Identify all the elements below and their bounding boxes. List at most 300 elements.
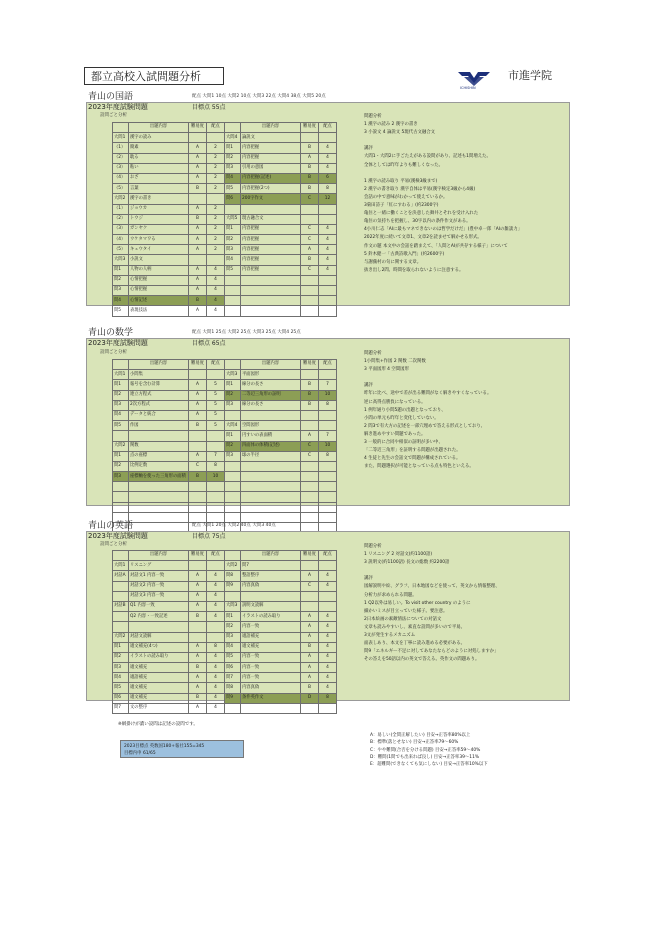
row-label: 問4 (225, 642, 241, 652)
row-content: 内容把握(記述) (241, 173, 301, 183)
table-row (113, 163, 225, 173)
table-row (225, 512, 337, 522)
row-content: 簡素 (129, 143, 189, 153)
table-row (113, 652, 225, 662)
row-label: 問3 (225, 400, 241, 410)
row-label: 問5 (225, 184, 241, 194)
row-difficulty: A (189, 601, 207, 611)
row-content: 論説文 (241, 133, 301, 143)
row-points (319, 214, 337, 224)
row-label: 問2 (225, 390, 241, 400)
row-content (241, 591, 301, 601)
table-row (113, 561, 225, 571)
row-difficulty (301, 502, 319, 512)
row-label: 問6 (225, 663, 241, 673)
row-difficulty: B (301, 642, 319, 652)
row-points: 2 (207, 245, 225, 255)
table-row (113, 370, 225, 380)
row-content: 2次方程式 (129, 400, 189, 410)
row-label: 問6 (225, 194, 241, 204)
legend-e: E：超難問(できなくても気にしない) 目安→正答率10%以下 (370, 762, 488, 768)
table-row (225, 296, 337, 306)
note-line (364, 567, 500, 575)
row-difficulty: C (301, 265, 319, 275)
table-row (225, 461, 337, 471)
row-difficulty (301, 512, 319, 522)
table-row (225, 632, 337, 642)
row-points: 4 (207, 265, 225, 275)
table-row (225, 380, 337, 390)
table-row (113, 194, 225, 204)
row-content (241, 286, 301, 296)
table-row (113, 492, 225, 502)
row-difficulty: B (301, 380, 319, 390)
legend-b: B：標準(落とせない) 目安→正答率79〜60% (370, 740, 459, 746)
row-label: （5） (113, 245, 129, 255)
table-row (113, 482, 225, 492)
table-row (113, 642, 225, 652)
table-row (225, 561, 337, 571)
row-label: 問3 (113, 472, 129, 482)
row-points: 7 (319, 380, 337, 390)
table-row (225, 133, 337, 143)
table-row (225, 410, 337, 420)
table-row (225, 642, 337, 652)
table-row (225, 214, 337, 224)
row-label: 大問3 (113, 255, 129, 265)
header-blank (225, 551, 241, 561)
row-content: 座標軸を使った三角形の面積 (129, 472, 189, 482)
row-points: 4 (319, 612, 337, 622)
column-header: 出題内容 (129, 123, 189, 133)
row-difficulty (301, 214, 319, 224)
note-line: 作文の題 本文中の会話を踏まえて、「人間とAIが共存する様子」について (364, 243, 508, 249)
row-difficulty: B (189, 663, 207, 673)
row-content: 対話文読解 (129, 632, 189, 642)
table-row (113, 390, 225, 400)
row-label: 問7 (113, 703, 129, 713)
row-points: 4 (207, 693, 225, 703)
table-row (225, 703, 337, 713)
math-target: 目標点 65点 (192, 340, 226, 347)
table-row (113, 133, 225, 143)
table-row (225, 265, 337, 275)
row-content (129, 482, 189, 492)
row-difficulty: A (189, 235, 207, 245)
english-points: 配点 大問1 20点 大問2 40点 大問3 40点 (192, 523, 276, 528)
table-row (113, 601, 225, 611)
row-points: 4 (319, 265, 337, 275)
row-difficulty (301, 601, 319, 611)
ichishin-logo (456, 68, 492, 90)
english-per-question: 設問ごと分析 (100, 542, 127, 547)
row-points (207, 622, 225, 632)
row-content: 適語補充 (241, 632, 301, 642)
row-points (207, 255, 225, 265)
legend-c: C：やや難問(合否を分ける問題) 目安→正答率59〜40% (370, 747, 481, 753)
row-points: 4 (319, 224, 337, 234)
row-difficulty: A (189, 153, 207, 163)
column-header: 難易度 (189, 123, 207, 133)
row-difficulty: A (301, 632, 319, 642)
row-difficulty: C (301, 224, 319, 234)
row-label: 大問1 (113, 133, 129, 143)
row-content: 表現技法 (129, 306, 189, 316)
row-label: 問1 (113, 265, 129, 275)
table-row (225, 683, 337, 693)
row-content: 内容把握 (241, 265, 301, 275)
note-line (364, 170, 522, 178)
row-label: 問1 (113, 380, 129, 390)
row-label: 問5 (225, 652, 241, 662)
note-line: 講評 (364, 576, 373, 582)
row-points: 4 (207, 275, 225, 285)
row-difficulty (301, 370, 319, 380)
table-row (225, 421, 337, 431)
row-content: 連立方程式 (129, 390, 189, 400)
note-line: また、問題選択が可能となっている点も特色といえる。 (364, 464, 474, 470)
row-difficulty (301, 461, 319, 471)
row-points: 2 (207, 143, 225, 153)
row-content: ウケタマワる (129, 235, 189, 245)
row-label: （3） (113, 224, 129, 234)
row-label: 問6 (113, 693, 129, 703)
row-label: 問1 (225, 431, 241, 441)
row-points (207, 431, 225, 441)
column-header: 出題内容 (129, 360, 189, 370)
row-difficulty (189, 632, 207, 642)
table-row (113, 622, 225, 632)
row-content (129, 512, 189, 522)
row-content (241, 275, 301, 285)
japanese-per-question: 設問ごと分析 (100, 113, 127, 118)
footnote: ※網掛けが濃い設問は記述の設問です。 (118, 722, 198, 727)
row-points: 4 (207, 581, 225, 591)
row-content: イラストの読み取り (241, 612, 301, 622)
row-content: 内容把握 (241, 255, 301, 265)
header-blank (113, 360, 129, 370)
row-points: 4 (319, 673, 337, 683)
row-label: （5） (113, 184, 129, 194)
row-points (319, 561, 337, 571)
row-label: （4） (113, 173, 129, 183)
row-content (241, 472, 301, 482)
row-points: 4 (319, 153, 337, 163)
row-points: 4 (319, 663, 337, 673)
row-difficulty: A (189, 306, 207, 316)
row-points (319, 296, 337, 306)
math-per-question: 設問ごと分析 (100, 350, 127, 355)
row-content: 心情記述 (129, 296, 189, 306)
row-content: トウジ (129, 214, 189, 224)
row-points: 8 (207, 461, 225, 471)
japanese-analysis-notes (364, 113, 522, 275)
row-difficulty: A (189, 642, 207, 652)
row-points: 2 (207, 235, 225, 245)
row-points: 10 (207, 472, 225, 482)
row-difficulty: A (189, 571, 207, 581)
legend-d: D：難問(1問でも出来れば良し) 目安→正答率39〜11% (370, 754, 480, 760)
row-points: 4 (207, 296, 225, 306)
row-content: 引用の意図 (241, 163, 301, 173)
row-content: 説明文読解 (241, 601, 301, 611)
row-difficulty: B (301, 390, 319, 400)
row-content (241, 703, 301, 713)
row-content: 内容把握(2つ) (241, 184, 301, 194)
target-score-box (120, 740, 244, 758)
row-difficulty (301, 410, 319, 420)
row-content (129, 492, 189, 502)
row-points (319, 133, 337, 143)
row-label: 問8 (225, 571, 241, 581)
row-difficulty (189, 492, 207, 502)
row-difficulty: A (301, 571, 319, 581)
row-content: リスニング (129, 561, 189, 571)
row-difficulty (301, 472, 319, 482)
row-points (319, 370, 337, 380)
note-line: 与謝蕪村の句に関する文章。 (364, 259, 422, 265)
table-row (113, 693, 225, 703)
row-points (319, 421, 337, 431)
row-points: 6 (319, 173, 337, 183)
row-content: 内容把握 (241, 143, 301, 153)
row-content: 適文補充 (129, 683, 189, 693)
table-row (113, 673, 225, 683)
row-content: 対話文2 内容一致 (129, 581, 189, 591)
table-header-row (113, 123, 225, 133)
row-difficulty: B (301, 255, 319, 265)
target-naishin: 目標内申 61/65 (124, 751, 156, 756)
math-points: 配点 大問1 25点 大問2 25点 大問3 25点 大問4 25点 (192, 330, 301, 335)
table-row (113, 410, 225, 420)
row-label: 問2 (113, 652, 129, 662)
row-label: 問3 (113, 663, 129, 673)
row-points: 10 (319, 441, 337, 451)
row-label: 問1 (225, 612, 241, 622)
row-points: 5 (207, 400, 225, 410)
note-line: 講評 (364, 146, 373, 152)
row-content: 条件英作文 (241, 693, 301, 703)
row-difficulty: B (189, 214, 207, 224)
row-content (129, 502, 189, 512)
row-label (225, 410, 241, 420)
row-content: 線分の長さ (241, 380, 301, 390)
column-header: 出題内容 (241, 551, 301, 561)
row-label: 問1 (225, 380, 241, 390)
row-points (319, 502, 337, 512)
row-points: 5 (207, 410, 225, 420)
row-points: 4 (207, 591, 225, 601)
row-content: 内容把握 (241, 153, 301, 163)
row-points: 8 (319, 693, 337, 703)
table-row (225, 622, 337, 632)
header-blank (225, 360, 241, 370)
row-points (207, 492, 225, 502)
note-line: 2 漢字の書き取り 漢字自体は平易(漢字検定3級から4級) (364, 186, 476, 192)
row-difficulty: A (189, 410, 207, 420)
row-points: 5 (207, 380, 225, 390)
row-difficulty: A (189, 163, 207, 173)
row-label (225, 492, 241, 502)
note-line: 昨年に比べ、途中で差が出る難問がなく解きやすくなっている。 (364, 391, 492, 397)
row-content: 漢字の読み (129, 133, 189, 143)
table-row (225, 235, 337, 245)
table-row (225, 451, 337, 461)
table-row (113, 245, 225, 255)
row-content: 小問集 (129, 370, 189, 380)
table-row (113, 632, 225, 642)
row-content: Q2 内容・一致記述 (129, 612, 189, 622)
row-label: 問5 (225, 265, 241, 275)
row-difficulty: A (189, 275, 207, 285)
table-row (113, 472, 225, 482)
table-row (113, 380, 225, 390)
row-content: イラストの読み取り (129, 652, 189, 662)
row-points: 4 (319, 652, 337, 662)
table-row (113, 275, 225, 285)
row-label: 問1 (113, 451, 129, 461)
row-content: おざ (129, 173, 189, 183)
note-line: 2022年度に続いて文章1、文章2を読ませて解かせる形式。 (364, 235, 482, 241)
difficulty-legend (370, 732, 488, 768)
note-line: 1 Q2以外は易しい。To visit other country のように (364, 600, 471, 606)
table-row (225, 502, 337, 512)
row-points (319, 591, 337, 601)
japanese-exam-title: 2023年度試験問題 (88, 103, 148, 111)
table-row (225, 370, 337, 380)
row-label: 問4 (113, 296, 129, 306)
row-points (319, 204, 337, 214)
row-difficulty: B (189, 421, 207, 431)
row-content: 漢字の書き (129, 194, 189, 204)
note-line: 図解説明や絵、グラフ、日本地図などを使って、英文から情報整理、 (364, 584, 500, 590)
row-label: （4） (113, 235, 129, 245)
row-label: 問2 (113, 390, 129, 400)
table-row (113, 255, 225, 265)
row-difficulty: A (189, 224, 207, 234)
table-row (225, 601, 337, 611)
row-label: 問3 (225, 245, 241, 255)
note-line: 問題分析 (364, 544, 382, 549)
note-line: 逆に高得点勝負になっている。 (364, 399, 426, 405)
row-label (225, 472, 241, 482)
note-line: 2 問3で有大方の記述を一部穴埋めで答える形式としており、 (364, 423, 486, 429)
table-row (113, 502, 225, 512)
legend-a: A：易しい(全問正解したい) 目安→正答率80%以上 (370, 733, 471, 738)
row-label: 問4 (113, 673, 129, 683)
table-row (113, 683, 225, 693)
note-line: 小問の単元も昨年と変化していない。 (364, 415, 439, 421)
table-row (225, 163, 337, 173)
row-difficulty: A (189, 703, 207, 713)
note-line: 面表しあり、本文を丁寧に読み進める必要がある。 (364, 641, 465, 647)
note-line (364, 374, 491, 382)
table-row (113, 571, 225, 581)
table-row (225, 143, 337, 153)
row-content: データと統合 (129, 410, 189, 420)
row-content: 球の半径 (241, 451, 301, 461)
table-row (113, 451, 225, 461)
note-line: 1 漢字の読み取り 平易(漢検3級まで) (364, 178, 438, 184)
note-line: 大問1・大問2に手ごたえがある設問があり、記述も1問増えた。 (364, 154, 491, 160)
row-label: （2） (113, 214, 129, 224)
table-row (225, 245, 337, 255)
row-content (241, 410, 301, 420)
row-content (129, 431, 189, 441)
row-points: 5 (207, 390, 225, 400)
row-difficulty: A (189, 380, 207, 390)
row-label: 対話A (113, 571, 129, 581)
row-points: 4 (207, 571, 225, 581)
logo-caption: ICHISHIN (460, 86, 476, 90)
row-points: 4 (319, 683, 337, 693)
table-row (225, 441, 337, 451)
header-blank (113, 123, 129, 133)
row-points: 4 (319, 163, 337, 173)
row-content: ガンヤク (129, 224, 189, 234)
row-label (225, 512, 241, 522)
note-line: 亀住の気持ちを把握し、30字以内の条件作文がある。 (364, 219, 471, 225)
column-header: 難易度 (301, 551, 319, 561)
target-total: 2023目標点 英数国180+報社155=345 (124, 744, 205, 749)
row-label: （3） (113, 163, 129, 173)
row-difficulty: C (301, 451, 319, 461)
header-blank (225, 123, 241, 133)
row-points: 4 (207, 703, 225, 713)
japanese-table-right (224, 122, 337, 317)
table-row (113, 581, 225, 591)
row-points: 4 (319, 642, 337, 652)
table-row (113, 153, 225, 163)
note-line: 1 漢字の読み 2 漢字の書き (364, 122, 418, 128)
table-row (113, 143, 225, 153)
row-points: 4 (207, 286, 225, 296)
table-row (225, 173, 337, 183)
table-row (225, 652, 337, 662)
row-difficulty: B (301, 400, 319, 410)
row-label: 大問4 (225, 421, 241, 431)
row-points (207, 370, 225, 380)
table-row (113, 663, 225, 673)
row-content: 文の整序 (129, 703, 189, 713)
note-line: 4 生徒と先生の会話文で問題が構成されている。 (364, 456, 461, 462)
note-line: 3 説明文(約1100語) 長文の総数 約2200語 (364, 560, 450, 566)
row-content: 内容一致 (241, 622, 301, 632)
table-row (225, 673, 337, 683)
row-label (225, 204, 241, 214)
row-difficulty: B (301, 184, 319, 194)
row-difficulty: B (189, 472, 207, 482)
row-points: 4 (319, 143, 337, 153)
row-difficulty: A (301, 431, 319, 441)
row-label: 問9 (225, 581, 241, 591)
row-label: 問3 (225, 632, 241, 642)
table-row (225, 581, 337, 591)
row-difficulty (301, 296, 319, 306)
table-row (113, 235, 225, 245)
row-content: 点の座標 (129, 451, 189, 461)
table-header-row (113, 551, 225, 561)
org-name: 市進学院 (508, 69, 552, 82)
row-label: （1） (113, 204, 129, 214)
row-label: 問2 (225, 235, 241, 245)
table-row (113, 224, 225, 234)
page-title: 都立高校入試問題分析 (84, 67, 224, 85)
table-row (225, 194, 337, 204)
row-points (207, 502, 225, 512)
row-difficulty: A (189, 683, 207, 693)
row-label (225, 306, 241, 316)
